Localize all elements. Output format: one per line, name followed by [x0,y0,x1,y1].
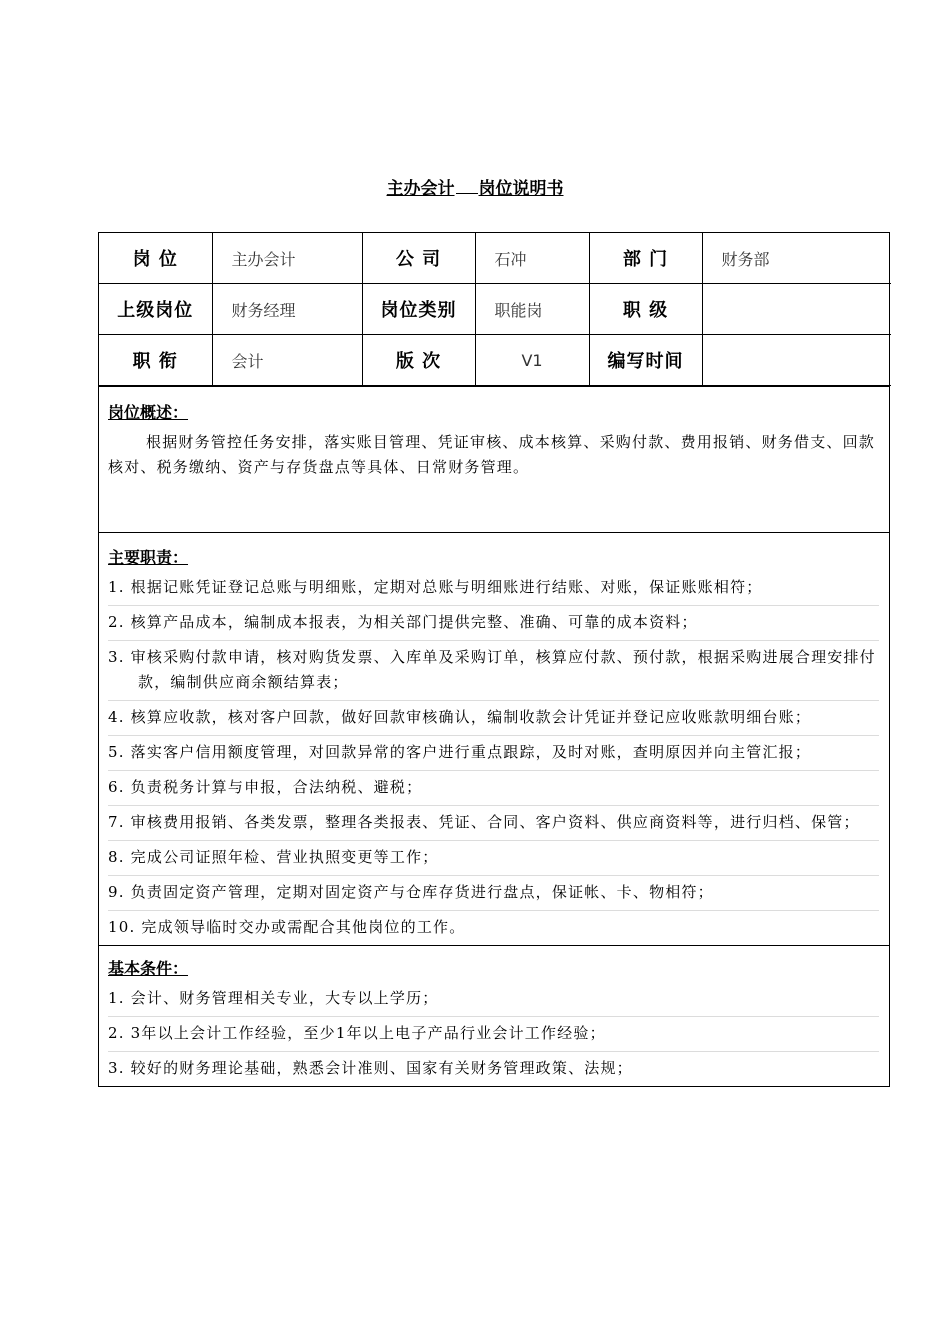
duty-item: 6. 负责税务计算与申报，合法纳税、避税； [108,771,879,806]
label-grade: 职 级 [589,284,702,335]
requirements-section [99,945,889,1086]
duty-item: 7. 审核费用报销、各类发票，整理各类报表、凭证、合同、客户资料、供应商资料等，进行归档、保管； [108,806,879,841]
duty-item: 2. 核算产品成本，编制成本报表，为相关部门提供完整、准确、可靠的成本资料； [108,606,879,641]
basic-info-table [99,233,891,386]
requirement-item: 2. 3年以上会计工作经验，至少1年以上电子产品行业会计工作经验； [108,1017,879,1052]
overview-section [99,386,889,532]
duty-item: 4. 核算应收款，核对客户回款，做好回款审核确认，编制收款会计凭证并登记应收账款明细台账； [108,701,879,736]
overview-heading: 岗位概述： [108,403,189,422]
duty-item: 5. 落实客户信用额度管理，对回款异常的客户进行重点跟踪，及时对账，查明原因并向主管汇报； [108,736,879,771]
duty-item: 10. 完成领导临时交办或需配合其他岗位的工作。 [108,918,466,936]
value-position: 主办会计 [212,233,362,284]
info-row-1 [99,233,891,284]
duty-item: 9. 负责固定资产管理，定期对固定资产与仓库存货进行盘点，保证帐、卡、物相符； [108,876,879,911]
label-date: 编写时间 [589,335,702,386]
label-superior: 上级岗位 [99,284,212,335]
document-title [0,176,950,201]
title-blank [456,176,478,194]
label-category: 岗位类别 [362,284,475,335]
value-grade [702,284,891,335]
info-row-2 [99,284,891,335]
label-position: 岗 位 [99,233,212,284]
value-company: 石冲 [475,233,589,284]
label-department: 部 门 [589,233,702,284]
value-title: 会计 [212,335,362,386]
value-department: 财务部 [702,233,891,284]
duties-section [99,532,889,945]
value-superior: 财务经理 [212,284,362,335]
value-version: V1 [475,335,589,386]
requirement-item: 3. 较好的财务理论基础，熟悉会计准则、国家有关财务管理政策、法规； [108,1059,633,1077]
job-description-sheet [98,232,890,1087]
label-title: 职 衔 [99,335,212,386]
requirement-item: 1. 会计、财务管理相关专业，大专以上学历； [108,982,879,1017]
value-category: 职能岗 [475,284,589,335]
value-date [702,335,891,386]
duty-item: 8. 完成公司证照年检、营业执照变更等工作； [108,841,879,876]
title-position-name: 主办会计 [386,179,455,199]
duty-item: 3. 审核采购付款申请，核对购货发票、入库单及采购订单，核算应付款、预付款，根据采购进展合理安排付款，编制供应商余额结算表； [108,641,879,701]
title-doc-type: 岗位说明书 [478,179,564,199]
duty-item: 1. 根据记账凭证登记总账与明细账，定期对总账与明细账进行结账、对账，保证账账相符； [108,571,879,606]
label-company: 公 司 [362,233,475,284]
label-version: 版 次 [362,335,475,386]
info-row-3 [99,335,891,386]
overview-text: 根据财务管控任务安排，落实账目管理、凭证审核、成本核算、采购付款、费用报销、财务借支、回款核对、税务缴纳、资产与存货盘点等具体、日常财务管理。 [108,433,876,476]
duties-heading: 主要职责： [108,548,189,567]
requirements-heading: 基本条件： [108,959,189,978]
